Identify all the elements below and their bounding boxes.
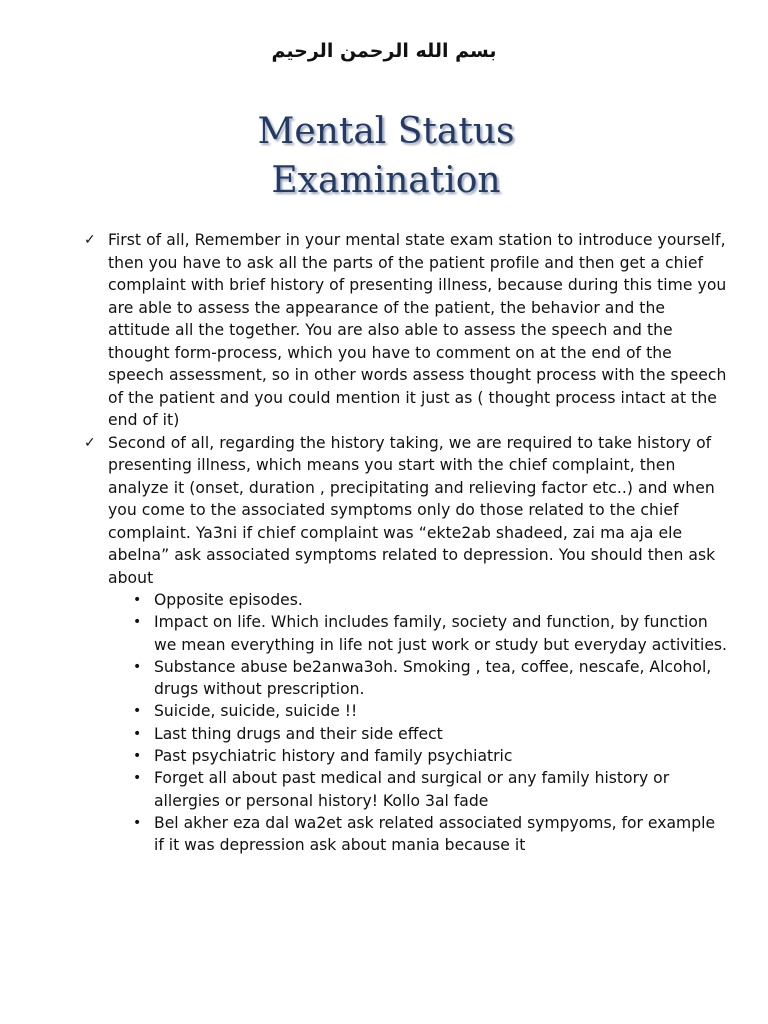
list-item-text: Suicide, suicide, suicide !! [154,702,358,721]
bullet-icon: • [133,770,142,787]
document-body [78,229,728,857]
bullet-icon: • [133,658,142,675]
list-item-text: Past psychiatric history and family psychiatric [154,747,513,766]
bullet-icon: • [133,592,142,608]
title-line-2: Examination [271,160,501,201]
list-item [133,723,728,745]
checkmark-icon: ✓ [84,232,96,248]
list-item [133,700,728,722]
paragraph-second [78,432,728,590]
list-item [133,745,728,767]
list-item-text: Impact on life. Which includes family, society and function, by function we mean everything in life not just work or study but everyday activities. [154,613,728,654]
list-item-text: Last thing drugs and their side effect [154,724,443,743]
list-item [133,611,728,656]
list-item [133,812,728,857]
list-item-text: Forget all about past medical and surgical or any family history or allergies or personal history! Kollo 3al fade [154,769,670,810]
title-line-1: Mental Status [257,111,515,152]
bullet-icon: • [133,614,142,631]
checkmark-icon: ✓ [84,434,96,451]
bullet-icon: • [133,748,142,765]
paragraph-first [78,229,728,432]
list-item-text: Opposite episodes. [154,591,303,609]
bullet-icon: • [133,703,142,720]
bullet-list [78,589,728,857]
list-item-text: Bel akher eza dal wa2et ask related associated sympyoms, for example if it was depression ask about mania because it [154,813,716,855]
paragraph-text: First of all, Remember in your mental state exam station to introduce yourself, then you have to ask all the parts of the patient profile and then get a chief complaint with brief history of presenting illness, because during this time you are able to assess the appearance of the patient, the behavior and the attitude all the together. You are also able to assess the speech and the thought form-process, which you have to comment on at the end of the speech assessment, so in other words assess thought process with the speech of the patient and you could mention it just as ( thought process intact at the end of it) [108,231,727,429]
list-item [133,767,728,812]
bullet-icon: • [133,725,142,742]
page-title [0,107,768,205]
basmala-heading: بسم الله الرحمن الرحيم [271,40,497,62]
bullet-icon: • [133,814,142,831]
paragraph-text: Second of all, regarding the history taking, we are required to take history of presenting illness, which means you start with the chief complaint, then analyze it (onset, duration , precipitating and relieving factor etc..) and when you come to the associated symptoms only do those related to the chief complaint. Ya3ni if chief complaint was “ekte2ab shadeed, zai ma aja ele abelna” ask associated symptoms related to depression. You should then ask about [108,433,716,587]
list-item [133,656,728,701]
list-item-text: Substance abuse be2anwa3oh. Smoking , tea, coffee, nescafe, Alcohol, drugs without prescription. [154,657,712,699]
list-item [133,589,728,611]
